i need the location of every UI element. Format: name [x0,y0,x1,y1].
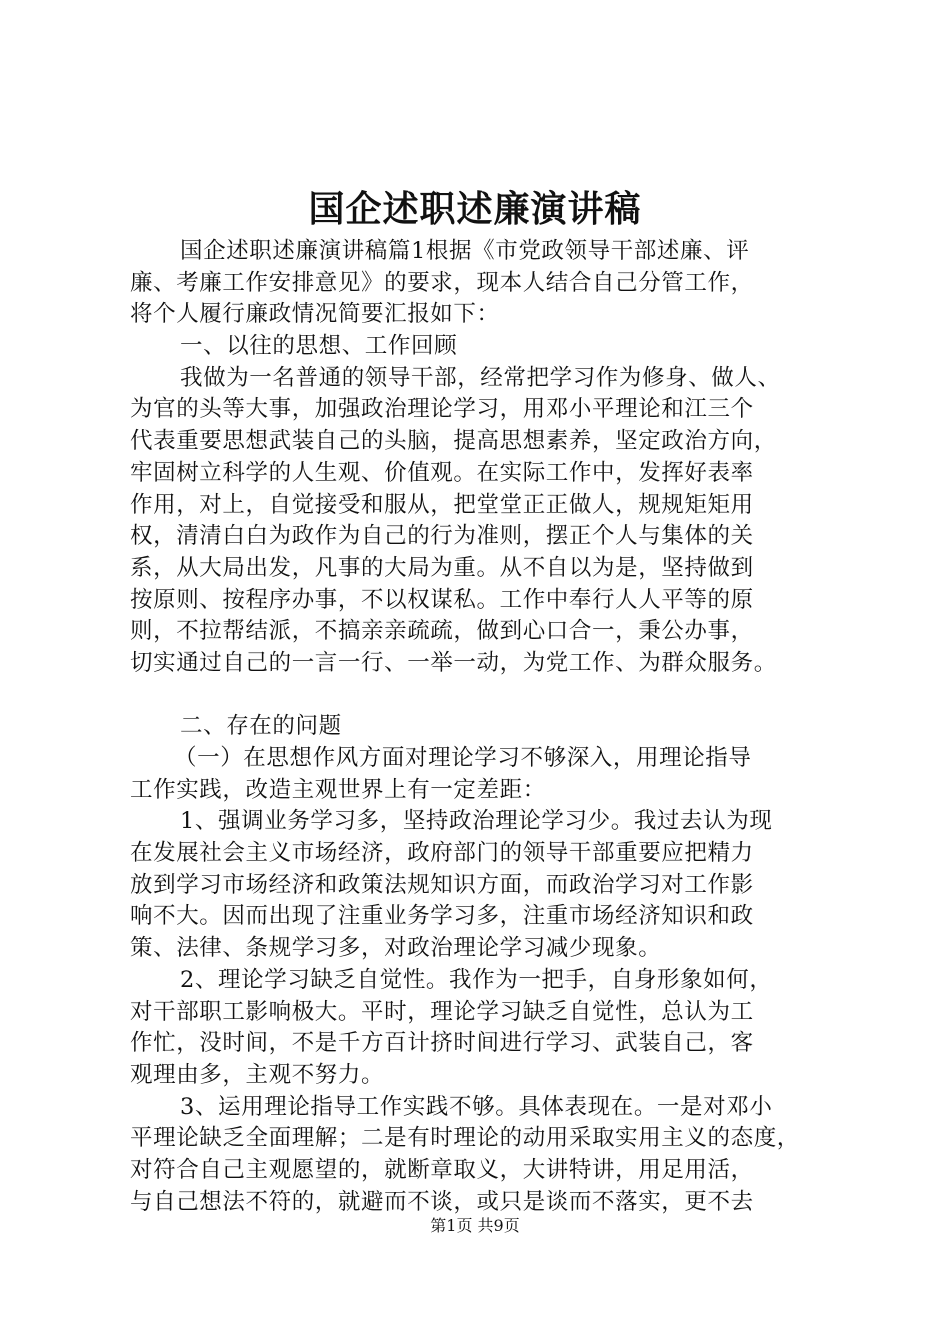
body-line: 1、强调业务学习多，坚持政治理论学习少。我过去认为现 [180,808,773,835]
body-line: 为官的头等大事，加强政治理论学习，用邓小平理论和江三个 [130,396,754,423]
page-number: 第1页 共9页 [430,1216,520,1235]
body-line: 系，从大局出发，凡事的大局为重。从不自以为是，坚持做到 [130,554,754,581]
body-line: 国企述职述廉演讲稿篇1根据《市党政领导干部述廉、评 [180,238,750,264]
section-heading: 一、以往的思想、工作回顾 [180,333,458,360]
document-title: 国企述职述廉演讲稿 [308,188,642,230]
body-line: 作用，对上，自觉接受和服从，把堂堂正正做人，规规矩矩用 [130,491,754,518]
body-line: 观理由多，主观不努力。 [130,1061,385,1088]
body-line: 按原则、按程序办事，不以权谋私。工作中奉行人人平等的原 [130,586,754,613]
body-line: （一）在思想作风方面对理论学习不够深入，用理论指导 [174,745,752,771]
body-line: 我做为一名普通的领导干部，经常把学习作为修身、做人、 [180,364,781,391]
body-line: 牢固树立科学的人生观、价值观。在实际工作中，发挥好表率 [130,459,754,486]
body-line: 作忙，没时间，不是千方百计挤时间进行学习、武装自己，客 [130,1030,754,1057]
blank-line [130,680,836,712]
body-line: 将个人履行廉政情况简要汇报如下： [130,301,500,328]
body-line: 切实通过自己的一言一行、一举一动，为党工作、为群众服务。 [130,649,777,676]
body-line: 则，不拉帮结派，不搞亲亲疏疏，做到心口合一，秉公办事， [130,618,754,645]
body-line: 与自己想法不符的，就避而不谈，或只是谈而不落实，更不去 [130,1188,754,1215]
body-line: 权，清清白白为政作为自己的行为准则，摆正个人与集体的关 [130,523,754,550]
body-line: 工作实践，改造主观世界上有一定差距： [130,776,546,803]
body-line: 廉、考廉工作安排意见》的要求，现本人结合自己分管工作， [130,269,754,296]
body-line: 在发展社会主义市场经济，政府部门的领导干部重要应把精力 [130,840,754,867]
body-line: 平理论缺乏全面理解；二是有时理论的动用采取实用主义的态度， [130,1125,800,1152]
body-line: 3、运用理论指导工作实践不够。具体表现在。一是对邓小 [180,1093,773,1120]
body-line: 响不大。因而出现了注重业务学习多，注重市场经济知识和政 [130,903,754,930]
body-line: 放到学习市场经济和政策法规知识方面，而政治学习对工作影 [130,871,754,898]
document-body [130,236,836,1218]
body-line: 策、法律、条规学习多，对政治理论学习减少现象。 [130,935,662,962]
body-line: 对干部职工影响极大。平时，理论学习缺乏自觉性，总认为工 [130,998,754,1025]
body-line: 对符合自己主观愿望的，就断章取义，大讲特讲，用足用活， [130,1156,754,1183]
body-line: 代表重要思想武装自己的头脑，提高思想素养，坚定政治方向， [130,428,777,455]
body-line: 2、理论学习缺乏自觉性。我作为一把手，自身形象如何， [180,966,773,993]
section-heading: 二、存在的问题 [180,713,342,740]
